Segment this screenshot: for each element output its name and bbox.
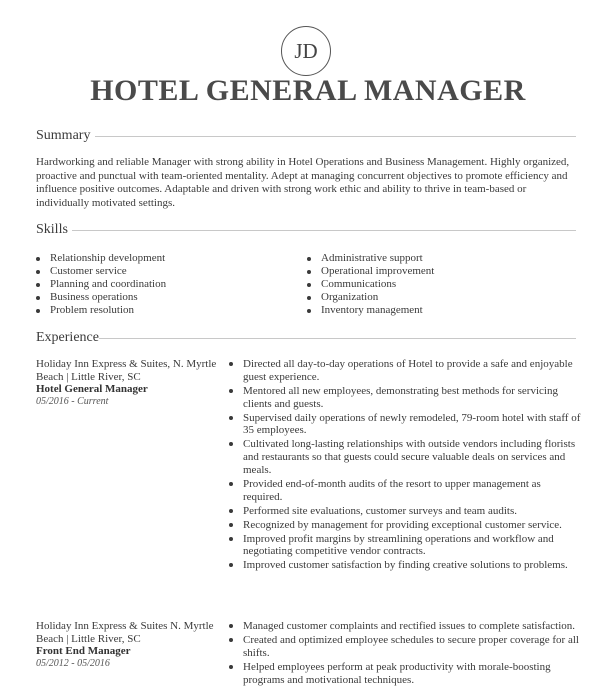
skill-item: Operational improvement xyxy=(307,265,434,278)
experience-divider xyxy=(99,338,576,339)
skill-item: Relationship development xyxy=(36,252,166,265)
list-item: Cultivated long-lasting relationships with outside vendors including florists and restaurants so that guests could secure valuable deals on services and meals. xyxy=(229,438,581,476)
job-2-details xyxy=(36,620,226,670)
bullet-icon xyxy=(229,416,233,420)
bullet-icon xyxy=(307,309,311,313)
skill-item: Administrative support xyxy=(307,252,434,265)
bullet-icon xyxy=(36,309,40,313)
resume-title: HOTEL GENERAL MANAGER xyxy=(90,74,526,107)
experience-heading: Experience xyxy=(36,330,99,345)
job-1-title: Hotel General Manager xyxy=(36,383,148,395)
skill-item: Customer service xyxy=(36,265,166,278)
bullet-icon xyxy=(229,362,233,366)
bullet-icon xyxy=(229,624,233,628)
bullet-icon xyxy=(229,509,233,513)
bullet-icon xyxy=(229,442,233,446)
skill-item: Communications xyxy=(307,278,434,291)
bullet-icon xyxy=(307,283,311,287)
list-item: Directed all day-to-day operations of Hotel to provide a safe and enjoyable guest experience. xyxy=(229,358,581,384)
job-2-title: Front End Manager xyxy=(36,645,131,657)
bullet-icon xyxy=(229,482,233,486)
list-item: Supervised daily operations of newly remodeled, 79-room hotel with staff of 35 employees. xyxy=(229,412,581,438)
summary-text: Hardworking and reliable Manager with strong ability in Hotel Operations and Business Management. Highly organized, proactive and punctual with team-oriented mentality. Adept at managing concurrent objectives to promote efficiency and influence positive outcomes. Adaptable and driven with strong work ethic and ability to thrive in team-based or individually motivated settings. xyxy=(36,156,570,209)
bullet-icon xyxy=(229,523,233,527)
bullet-icon xyxy=(307,296,311,300)
skills-list-left xyxy=(36,252,166,317)
bullet-icon xyxy=(229,563,233,567)
list-item: Provided end-of-month audits of the resort to upper management as required. xyxy=(229,478,581,504)
skills-heading: Skills xyxy=(36,222,68,237)
bullet-icon xyxy=(307,270,311,274)
monogram-initials: JD xyxy=(294,38,318,63)
skills-divider xyxy=(72,230,576,231)
list-item: Mentored all new employees, demonstrating best methods for servicing clients and guests. xyxy=(229,385,581,411)
summary-divider xyxy=(95,136,576,137)
job-2-dates: 05/2012 - 05/2016 xyxy=(36,657,110,669)
bullet-icon xyxy=(36,257,40,261)
list-item: Helped employees perform at peak productivity with morale-boosting programs and motivational techniques. xyxy=(229,661,581,687)
skill-item: Planning and coordination xyxy=(36,278,166,291)
bullet-icon xyxy=(36,270,40,274)
list-item: Created and optimized employee schedules to secure proper coverage for all shifts. xyxy=(229,634,581,660)
job-1-company: Holiday Inn Express & Suites, N. Myrtle Beach | Little River, SC xyxy=(36,358,217,383)
job-1-bullets xyxy=(229,358,581,573)
bullet-icon xyxy=(229,537,233,541)
list-item: Performed site evaluations, customer surveys and team audits. xyxy=(229,505,581,518)
bullet-icon xyxy=(307,257,311,261)
bullet-icon xyxy=(229,389,233,393)
job-2-company: Holiday Inn Express & Suites N. Myrtle Beach | Little River, SC xyxy=(36,620,214,645)
bullet-icon xyxy=(229,665,233,669)
job-1-dates: 05/2016 - Current xyxy=(36,395,109,407)
bullet-icon xyxy=(229,638,233,642)
job-1-details xyxy=(36,358,226,408)
skill-item: Organization xyxy=(307,291,434,304)
bullet-icon xyxy=(36,283,40,287)
job-2-bullets xyxy=(229,620,581,688)
skill-item: Business operations xyxy=(36,291,166,304)
summary-heading: Summary xyxy=(36,128,91,143)
skill-item: Problem resolution xyxy=(36,304,166,317)
list-item: Improved customer satisfaction by finding creative solutions to problems. xyxy=(229,559,581,572)
skills-list-right xyxy=(307,252,434,317)
list-item: Managed customer complaints and rectified issues to complete satisfaction. xyxy=(229,620,581,633)
bullet-icon xyxy=(36,296,40,300)
monogram-badge xyxy=(281,26,331,76)
list-item: Improved profit margins by streamlining operations and workflow and negotiating competitive vendor contracts. xyxy=(229,533,581,559)
skill-item: Inventory management xyxy=(307,304,434,317)
list-item: Recognized by management for providing exceptional customer service. xyxy=(229,519,581,532)
